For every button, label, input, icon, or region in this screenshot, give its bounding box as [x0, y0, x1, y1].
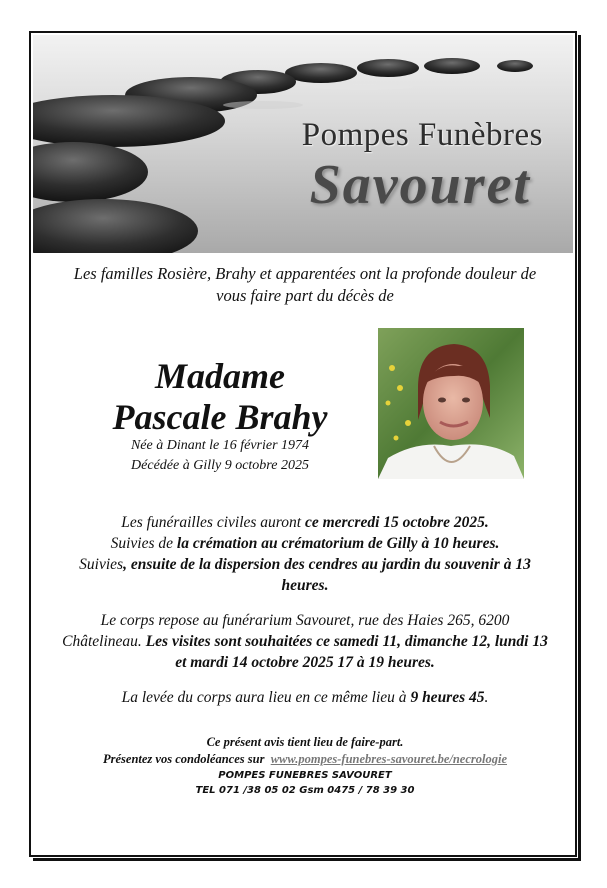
- footer: [60, 734, 550, 798]
- deceased-name: Pascale Brahy: [112, 397, 328, 437]
- levee-period: .: [484, 689, 489, 706]
- company-name: POMPES FUNEBRES SAVOURET: [218, 770, 392, 781]
- visitation-details: [62, 610, 548, 673]
- levee-time: 9 heures 45: [410, 689, 485, 706]
- dispersion-info: , ensuite de la dispersion des cendres au jardin du souvenir à 13 heures.: [123, 556, 531, 594]
- portrait-photo: [378, 328, 524, 479]
- death-info: Décédée à Gilly 9 octobre 2025: [131, 458, 309, 473]
- header-banner: [33, 35, 573, 253]
- brand-name-line2: Savouret: [309, 154, 531, 216]
- condolences-link[interactable]: www.pompes-funebres-savouret.be/necrologie: [270, 752, 508, 766]
- funeral-details: [62, 512, 548, 596]
- visitation-hours: Les visites sont souhaitées ce samedi 11, dimanche 12, lundi 13 et mardi 14 octobre 2025 17 à 19 heures.: [145, 633, 548, 671]
- brand-name-line1: Pompes Funèbres: [301, 117, 543, 153]
- funeral-text-3: Suivies: [79, 556, 124, 573]
- funeral-date: ce mercredi 15 octobre 2025.: [304, 514, 489, 531]
- birth-info: Née à Dinant le 16 février 1974: [130, 438, 310, 453]
- condolences-prefix: Présentez vos condoléances sur: [102, 752, 265, 766]
- company-phone: TEL 071 /38 05 02 Gsm 0475 / 78 39 30: [195, 785, 415, 796]
- cremation-info: la crémation au crématorium de Gilly à 10 heures.: [176, 535, 500, 552]
- funerarium-address: Le corps repose au funérarium Savouret, rue des Haies 265, 6200 Châtelineau.: [62, 612, 510, 650]
- announcement-intro: Les familles Rosière, Brahy et apparentées ont la profonde douleur de vous faire part du décès de: [73, 264, 537, 305]
- condolences-line: [60, 751, 550, 768]
- levee-text: La levée du corps aura lieu en ce même lieu à: [121, 689, 411, 706]
- deceased-title: Madame: [155, 356, 285, 396]
- funeral-text-2: Suivies de: [110, 535, 177, 552]
- notice-statement: Ce présent avis tient lieu de faire-part.: [206, 735, 404, 749]
- funeral-text-1: Les funérailles civiles auront: [121, 514, 305, 531]
- levee-details: [62, 687, 548, 708]
